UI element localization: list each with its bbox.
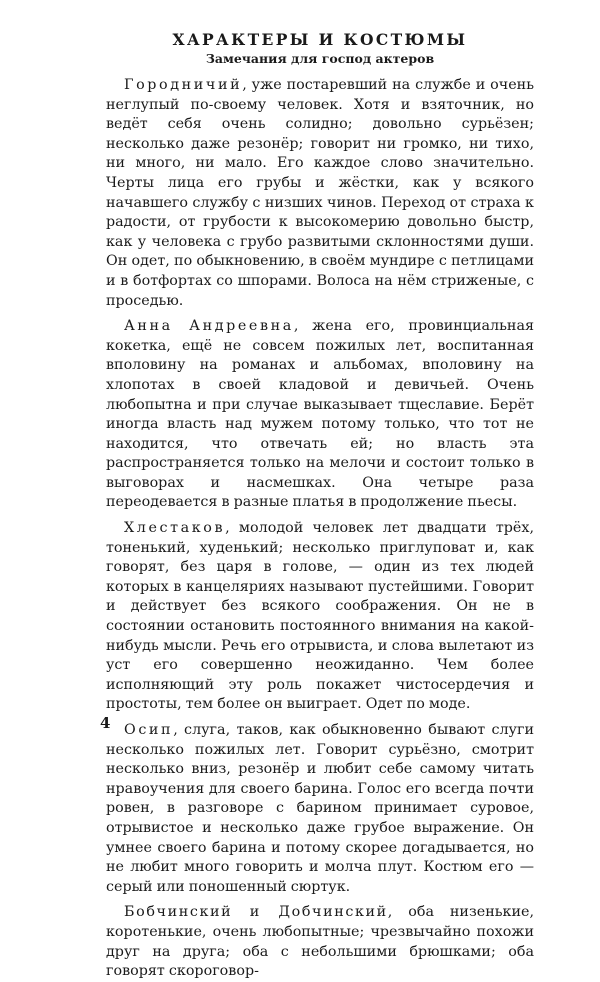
character-name: Анна Андреевна [124,318,294,335]
page-title: ХАРАКТЕРЫ И КОСТЮМЫ [172,30,468,49]
character-description: , уже постаревший на службе и очень неглупый по-своему человек. Хотя и взяточник, но ведёт себя очень солидно; довольно сурьёзен; несколько даже резонёр; говорит ни громко, ни тихо, ни много, ни мало. Его каждое слово значительно. Черты лица его грубы и жёстки, как у всякого начавшего службу с низших чинов. Переход от страха к радости, от грубости к высокомерию довольно быстр, как у человека с грубо развитыми склонностями души. Он одет, по обыкновению, в своём мундире с петлицами и в ботфортах со шпорами. Волоса на нём стриженые, с проседью. [106,77,534,309]
paragraph-anna [106,317,534,513]
paragraph-gorodnichiy [106,76,534,311]
character-description: , молодой человек лет двадцати трёх, тоненький, худенький; несколько приглуповат и, как говорят, без царя в голове, — один из тех людей которых в канцеляриях называют пустейшими. Говорит и действует без всякого соображения. Он не в состоянии остановить постоянного внимания на какой-нибудь мысли. Речь его отрывиста, и слова вылетают из уст его совершенно неожиданно. Чем более исполняющий эту роль покажет чистосердечия и простоты, тем более он выиграет. Одет по моде. [106,520,534,713]
character-name: Осип [124,722,174,738]
character-name: Бобчинский и Добчинский [124,904,388,921]
character-name: Городничий [124,77,243,93]
paragraph-khlestakov [106,519,534,715]
page-number: 4 [100,714,111,732]
character-description: , оба низенькие, коротенькие, очень любопытные; чрезвычайно похожи друг на друга; оба с небольшими брюшками; оба говорят скороговор- [106,904,534,980]
character-description: , слуга, таков, как обыкновенно бывают слуги несколько пожилых лет. Говорит сурьёзно, смотрит несколько вниз, резонёр и любит себе самому читать нравоучения для своего барина. Голос его всегда почти ровен, в разговоре с барином принимает суровое, отрывистое и несколько даже грубое выражение. Он умнее своего барина и потому скорее догадывается, но не любит много говорить и молча плут. Костюм его — серый или поношенный сюртук. [106,722,534,895]
page-content [106,30,534,982]
character-name: Хлестаков [124,520,226,537]
paragraph-osip [106,721,534,897]
character-description: , жена его, провинциальная кокетка, ещё не совсем пожилых лет, воспитанная вполовину на романах и альбомах, вполовину на хлопотах в своей кладовой и девичьей. Очень любопытна и при случае выказывает тщеславие. Берёт иногда власть над мужем потому только, что тот не находится, что отвечать ей; но власть эта распространяется только на мелочи и состоит только в выговорах и насмешках. Она четыре раза переодевается в разные платья в продолжение пьесы. [106,318,534,511]
paragraph-bobchinsky-dobchinsky [106,903,534,981]
page-subtitle: Замечания для господ актеров [205,51,435,66]
